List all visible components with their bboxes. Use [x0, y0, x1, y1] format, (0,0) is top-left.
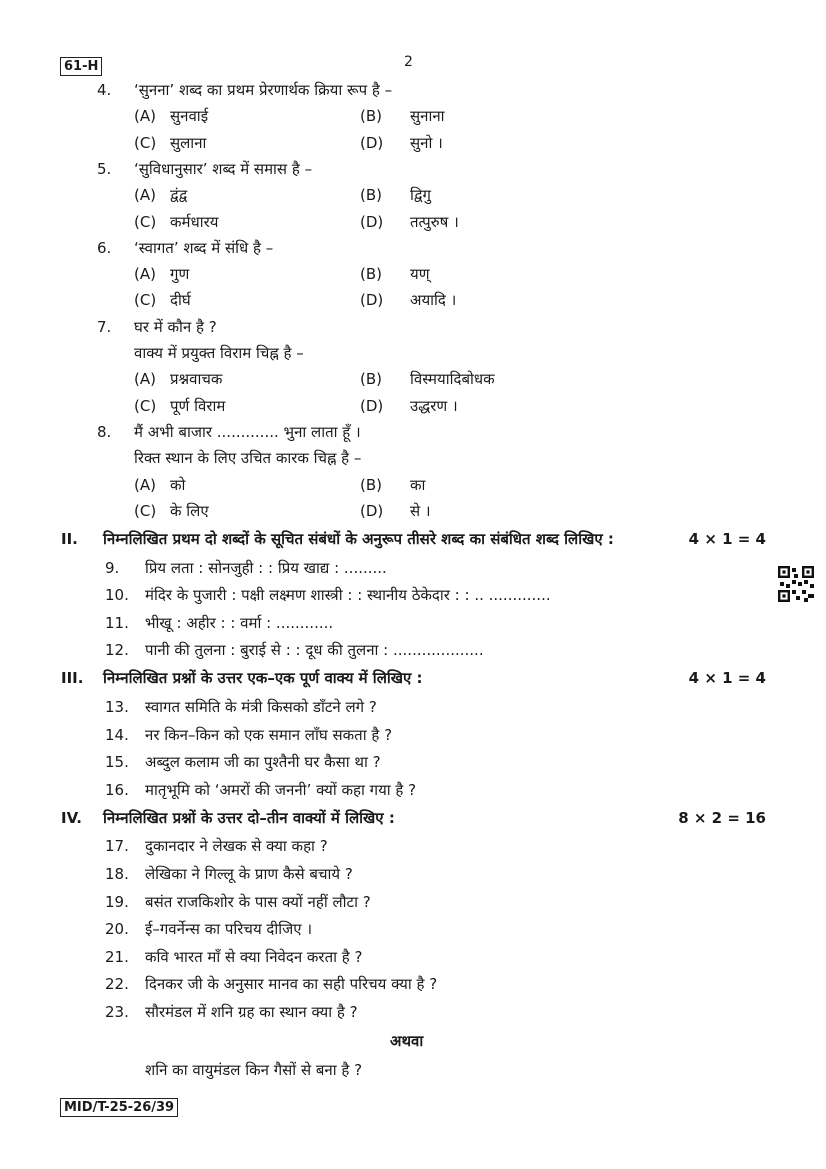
section-marks: 8 × 2 = 16: [678, 808, 766, 827]
question-text: ‘स्वागत’ शब्द में संधि है –: [134, 238, 274, 257]
option-text: उद्धरण ।: [410, 396, 458, 415]
question-text: मातृभूमि को ‘अमरों की जननी’ क्यों कहा गया है ?: [145, 780, 417, 799]
option-key: (B): [360, 475, 382, 494]
question-text: लेखिका ने गिल्लू के प्राण कैसे बचाये ?: [145, 864, 353, 883]
question-text: मैं अभी बाजार ............. भुना लाता हूँ ।: [134, 422, 361, 441]
question-text: कवि भारत माँ से क्या निवेदन करता है ?: [145, 947, 363, 966]
question-number: 10.: [105, 586, 129, 605]
option-key: (B): [360, 265, 382, 284]
option-text: विस्मयादिबोधक: [410, 370, 495, 389]
question-number: 15.: [105, 753, 129, 772]
option-text: सुनो ।: [410, 133, 443, 152]
question-text: बसंत राजकिशोर के पास क्यों नहीं लौटा ?: [145, 892, 371, 911]
option-text: दीर्घ: [170, 291, 191, 310]
section-heading: निम्नलिखित प्रश्नों के उत्तर दो–तीन वाक्यों में लिखिए :: [103, 808, 395, 827]
option-text: को: [170, 475, 186, 494]
option-text: तत्पुरुष ।: [410, 212, 459, 231]
option-text: द्वंद्व: [170, 186, 188, 205]
question-number: 12.: [105, 641, 129, 660]
option-key: (C): [134, 396, 157, 415]
option-text: कर्मधारय: [170, 212, 219, 231]
option-key: (A): [134, 475, 156, 494]
question-text: स्वागत समिति के मंत्री किसको डाँटने लगे ?: [145, 697, 377, 716]
footer-code-badge: MID/T-25-26/39: [60, 1098, 178, 1117]
option-key: (D): [360, 212, 384, 231]
option-text: से ।: [410, 501, 431, 520]
option-key: (D): [360, 501, 384, 520]
question-text: वाक्य में प्रयुक्त विराम चिह्न है –: [134, 344, 304, 362]
question-number: 4.: [97, 81, 112, 99]
section-marks: 4 × 1 = 4: [688, 530, 766, 548]
question-text: दुकानदार ने लेखक से क्या कहा ?: [145, 837, 328, 856]
option-key: (A): [134, 186, 156, 205]
option-text: प्रश्नवाचक: [170, 370, 223, 389]
question-text: पानी की तुलना : बुराई से : : दूध की तुलना : ...................: [145, 641, 484, 660]
question-number: 17.: [105, 837, 129, 856]
option-text: सुनवाई: [170, 107, 209, 126]
question-number: 9.: [105, 558, 120, 577]
question-number: 23.: [105, 1002, 129, 1021]
question-number: 18.: [105, 864, 129, 883]
paper-code-badge: 61-H: [60, 57, 102, 76]
option-key: (C): [134, 133, 157, 152]
qr-code-icon: [778, 566, 814, 602]
section-roman: II.: [61, 530, 78, 548]
question-number: 11.: [105, 613, 129, 632]
question-number: 20.: [105, 920, 129, 939]
section-marks: 4 × 1 = 4: [688, 669, 766, 688]
question-number: 14.: [105, 725, 129, 744]
option-text: का: [410, 475, 426, 494]
option-text: द्विगु: [410, 186, 431, 205]
section-roman: III.: [61, 669, 84, 688]
question-text: रिक्त स्थान के लिए उचित कारक चिह्न है –: [134, 449, 362, 468]
option-key: (A): [134, 370, 156, 389]
option-key: (B): [360, 107, 382, 126]
section-heading: निम्नलिखित प्रथम दो शब्दों के सूचित संबंधों के अनुरूप तीसरे शब्द का संबंधित शब्द लिखिए :: [103, 530, 614, 548]
option-key: (C): [134, 501, 157, 520]
option-key: (C): [134, 212, 157, 231]
question-number: 19.: [105, 892, 129, 911]
option-text: के लिए: [170, 501, 209, 520]
option-text: यण्: [410, 265, 430, 284]
page-number: 2: [404, 54, 413, 70]
question-number: 22.: [105, 975, 129, 994]
question-text: नर किन–किन को एक समान लाँघ सकता है ?: [145, 725, 393, 744]
question-number: 21.: [105, 947, 129, 966]
or-question-text: शनि का वायुमंडल किन गैसों से बना है ?: [145, 1061, 363, 1079]
section-heading: निम्नलिखित प्रश्नों के उत्तर एक–एक पूर्ण वाक्य में लिखिए :: [103, 669, 423, 688]
option-text: सुलाना: [170, 133, 207, 152]
option-key: (C): [134, 291, 157, 310]
option-text: पूर्ण विराम: [170, 396, 226, 415]
question-text: सौरमंडल में शनि ग्रह का स्थान क्या है ?: [145, 1002, 358, 1021]
question-text: अब्दुल कलाम जी का पुश्तैनी घर कैसा था ?: [145, 753, 381, 772]
question-text: ‘सुनना’ शब्द का प्रथम प्रेरणार्थक क्रिया रूप है –: [134, 81, 393, 99]
option-text: अयादि ।: [410, 291, 457, 310]
option-key: (D): [360, 396, 384, 415]
question-text: ‘सुविधानुसार’ शब्द में समास है –: [134, 159, 313, 178]
question-number: 8.: [97, 422, 112, 441]
question-number: 7.: [97, 317, 112, 336]
question-number: 13.: [105, 697, 129, 716]
option-key: (A): [134, 265, 156, 284]
question-text: भीखू : अहीर : : वर्मा : ............: [145, 613, 334, 632]
question-number: 16.: [105, 780, 129, 799]
question-text: दिनकर जी के अनुसार मानव का सही परिचय क्या है ?: [145, 975, 438, 994]
option-key: (B): [360, 186, 382, 205]
or-label: अथवा: [390, 1032, 424, 1050]
option-text: गुण: [170, 265, 190, 284]
question-text: मंदिर के पुजारी : पक्षी लक्ष्मण शास्त्री : : स्थानीय ठेकेदार : : .. .............: [145, 586, 551, 605]
option-text: सुनाना: [410, 107, 445, 126]
question-number: 6.: [97, 238, 112, 257]
option-key: (D): [360, 291, 384, 310]
option-key: (D): [360, 133, 384, 152]
question-text: ई–गवर्नेन्स का परिचय दीजिए ।: [145, 920, 313, 939]
question-text: प्रिय लता : सोनजुही : : प्रिय खाद्य : .........: [145, 558, 387, 577]
section-roman: IV.: [61, 808, 82, 827]
option-key: (A): [134, 107, 156, 126]
question-text: घर में कौन है ?: [134, 317, 217, 336]
question-number: 5.: [97, 159, 112, 178]
option-key: (B): [360, 370, 382, 389]
